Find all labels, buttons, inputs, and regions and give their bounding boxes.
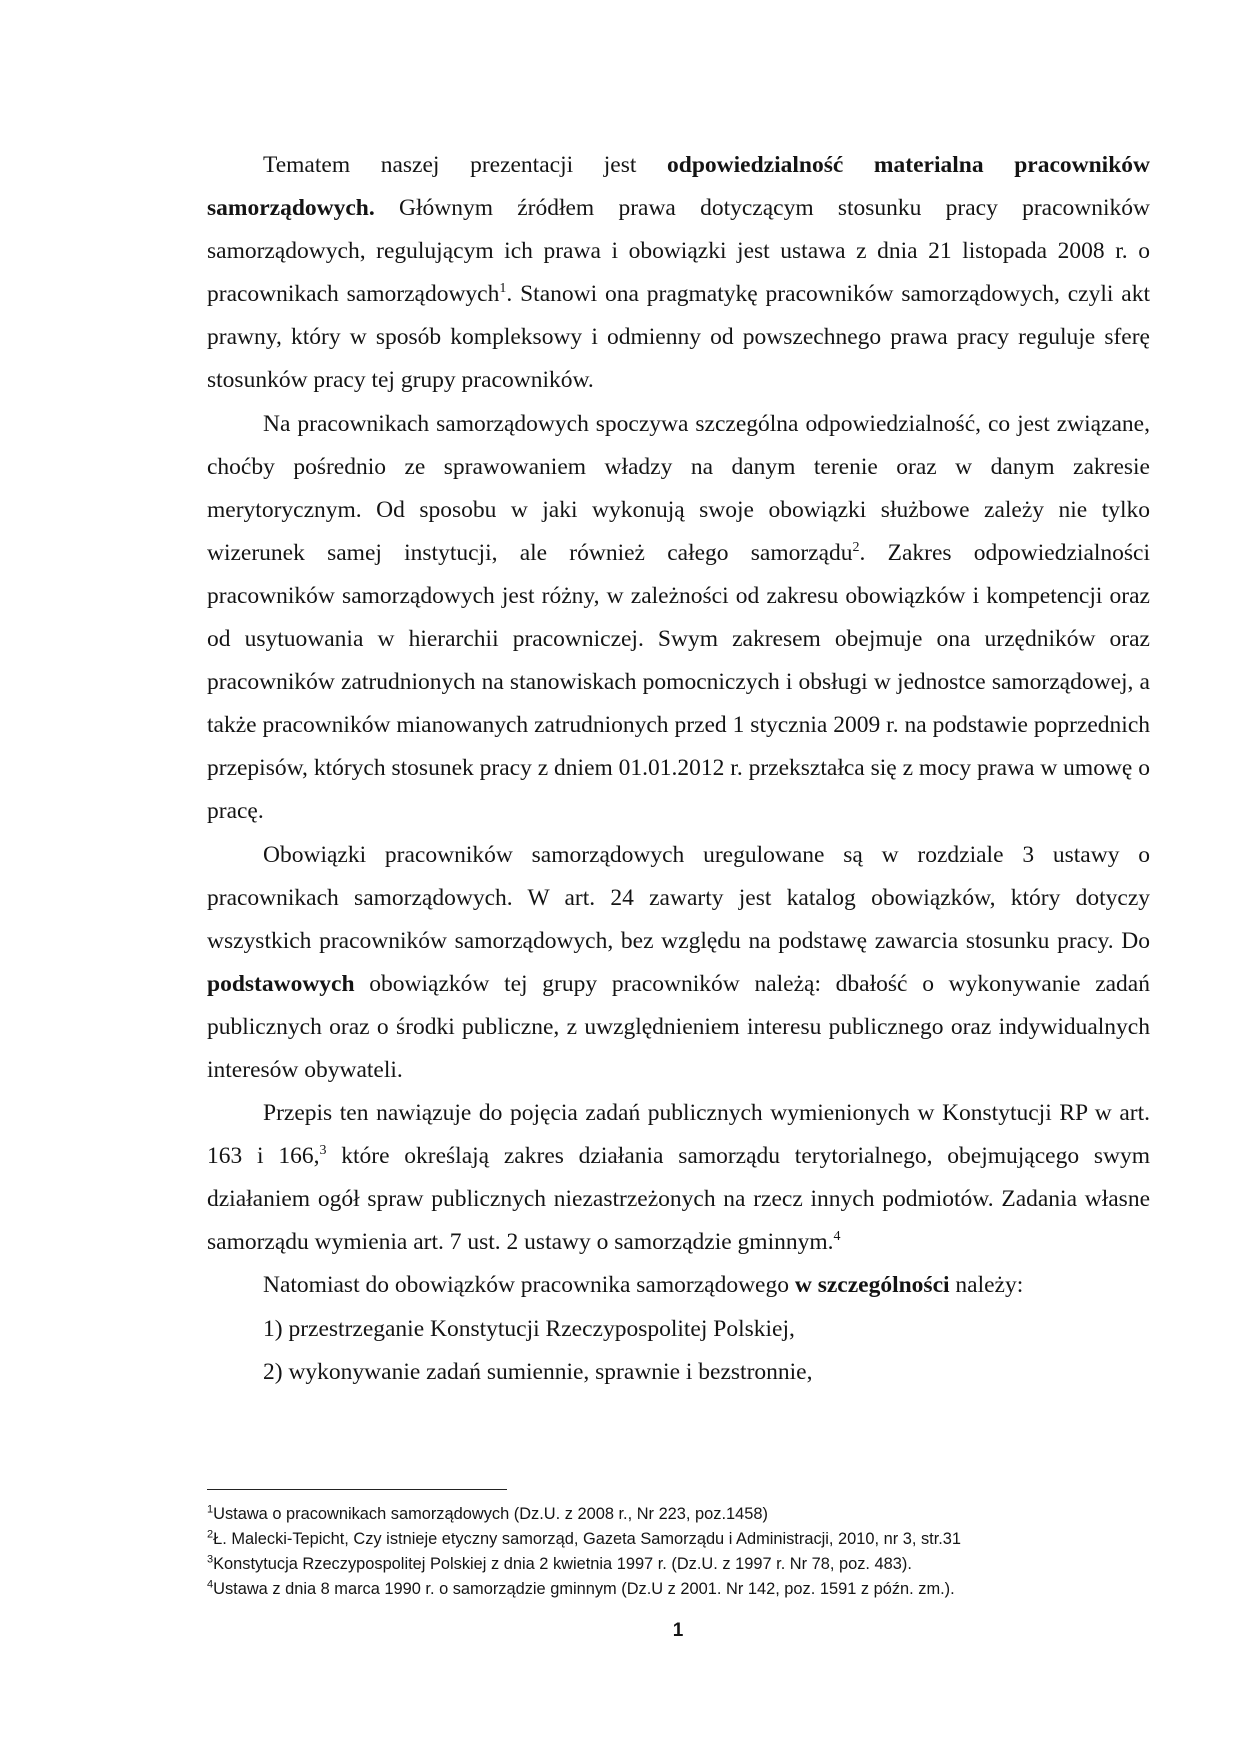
- footnote-text: Ł. Malecki-Tepicht, Czy istnieje etyczny samorząd, Gazeta Samorządu i Administracji, 2010, nr 3, str.31: [213, 1530, 962, 1548]
- footnote-number: 1: [207, 1503, 214, 1516]
- footnote-number: 4: [207, 1578, 214, 1591]
- footnote-ref-3: 3: [319, 1143, 327, 1159]
- footnote-ref-1: 1: [499, 281, 507, 297]
- bold-phrase: podstawowych: [207, 970, 355, 997]
- footnote-ref-2: 2: [852, 540, 860, 556]
- list-item-1: [207, 1308, 1150, 1351]
- text-segment: . Stanowi ona pragmatykę pracowników samorządowych, czyli akt prawny, który w sposób kompleksowy i odmienny od powszechnego prawa pracy reguluje sferę stosunków pracy tej grupy pracowników.: [207, 281, 1150, 394]
- text-segment: Obowiązki pracowników samorządowych uregulowane są w rozdziale 3 ustawy o pracownikach samorządowych. W art. 24 zawarty jest katalog obowiązków, który dotyczy wszystkich pracowników samorządowych, bez względu na podstawę zawarcia stosunku pracy. Do: [207, 841, 1150, 954]
- bold-phrase: w szczególności: [794, 1272, 950, 1299]
- footnote-ref-4: 4: [833, 1229, 841, 1245]
- footnote-separator: [207, 1489, 507, 1490]
- text-segment: Głównym źródłem prawa dotyczącym stosunku pracy pracowników samorządowych, regulującym ich prawa i obowiązki jest ustawa z dnia 21 listopada 2008 r. o pracownikach samorządowych: [207, 195, 1150, 308]
- text-segment: Tematem naszej prezentacji jest: [263, 152, 668, 178]
- footnote-2: [207, 1527, 1167, 1552]
- body-text: [207, 144, 1150, 1394]
- text-segment: 1) przestrzeganie Konstytucji Rzeczypospolitej Polskiej,: [263, 1315, 795, 1342]
- text-segment: należy:: [949, 1272, 1024, 1299]
- footnote-text: Konstytucja Rzeczypospolitej Polskiej z dnia 2 kwietnia 1997 r. (Dz.U. z 1997 r. Nr 78, poz. 483).: [213, 1555, 912, 1573]
- footnote-number: 2: [207, 1528, 214, 1541]
- text-segment: Natomiast do obowiązków pracownika samorządowego: [263, 1272, 795, 1299]
- text-segment: które określają zakres działania samorządu terytorialnego, obejmującego swym działaniem ogół spraw publicznych niezastrzeżonych na rzecz innych podmiotów. Zadania własne samorządu wymienia art. 7 ust. 2 ustawy o samorządzie gminnym.: [207, 1143, 1150, 1256]
- text-segment: 2) wykonywanie zadań sumiennie, sprawnie i bezstronnie,: [263, 1358, 813, 1385]
- text-segment: Przepis ten nawiązuje do pojęcia zadań publicznych wymienionych w Konstytucji RP w art. 163 i 166,: [207, 1100, 1150, 1170]
- paragraph-2: [207, 403, 1150, 834]
- paragraph-3: [207, 834, 1150, 1093]
- footnote-text: Ustawa o pracownikach samorządowych (Dz.U. z 2008 r., Nr 223, poz.1458): [213, 1505, 768, 1523]
- page-number: 1: [672, 1620, 684, 1641]
- footnote-4: [207, 1577, 1167, 1602]
- list-item-2: [207, 1351, 1150, 1394]
- paragraph-1: [207, 144, 1150, 403]
- footnote-number: 3: [207, 1553, 214, 1566]
- footnote-1: [207, 1502, 1167, 1527]
- footnotes: [207, 1502, 1167, 1602]
- footnote-3: [207, 1552, 1167, 1577]
- bold-phrase: odpowiedzialność materialna pracowników samorządowych.: [207, 152, 1150, 222]
- footnote-text: Ustawa z dnia 8 marca 1990 r. o samorządzie gminnym (Dz.U z 2001. Nr 142, poz. 1591 z późn. zm.).: [213, 1580, 955, 1598]
- paragraph-4: [207, 1092, 1150, 1264]
- paragraph-5: [207, 1264, 1150, 1307]
- text-segment: obowiązków tej grupy pracowników należą: dbałość o wykonywanie zadań publicznych oraz o środki publiczne, z uwzględnieniem interesu publicznego oraz indywidualnych interesów obywateli.: [207, 970, 1150, 1083]
- text-segment: . Zakres odpowiedzialności pracowników samorządowych jest różny, w zależności od zakresu obowiązków i kompetencji oraz od usytuowania w hierarchii pracowniczej. Swym zakresem obejmuje ona urzędników oraz pracowników zatrudnionych na stanowiskach pomocniczych i obsługi w jednostce samorządowej, a także pracowników mianowanych zatrudnionych przed 1 stycznia 2009 r. na podstawie poprzednich przepisów, których stosunek pracy z dniem 01.01.2012 r. przekształca się z mocy prawa w umowę o pracę.: [207, 539, 1151, 825]
- text-segment: Na pracownikach samorządowych spoczywa szczególna odpowiedzialność, co jest związane, choćby pośrednio ze sprawowaniem władzy na danym terenie oraz w danym zakresie merytorycznym. Od sposobu w jaki wykonują swoje obowiązki służbowe zależy nie tylko wizerunek samej instytucji, ale również całego samorządu: [207, 410, 1150, 566]
